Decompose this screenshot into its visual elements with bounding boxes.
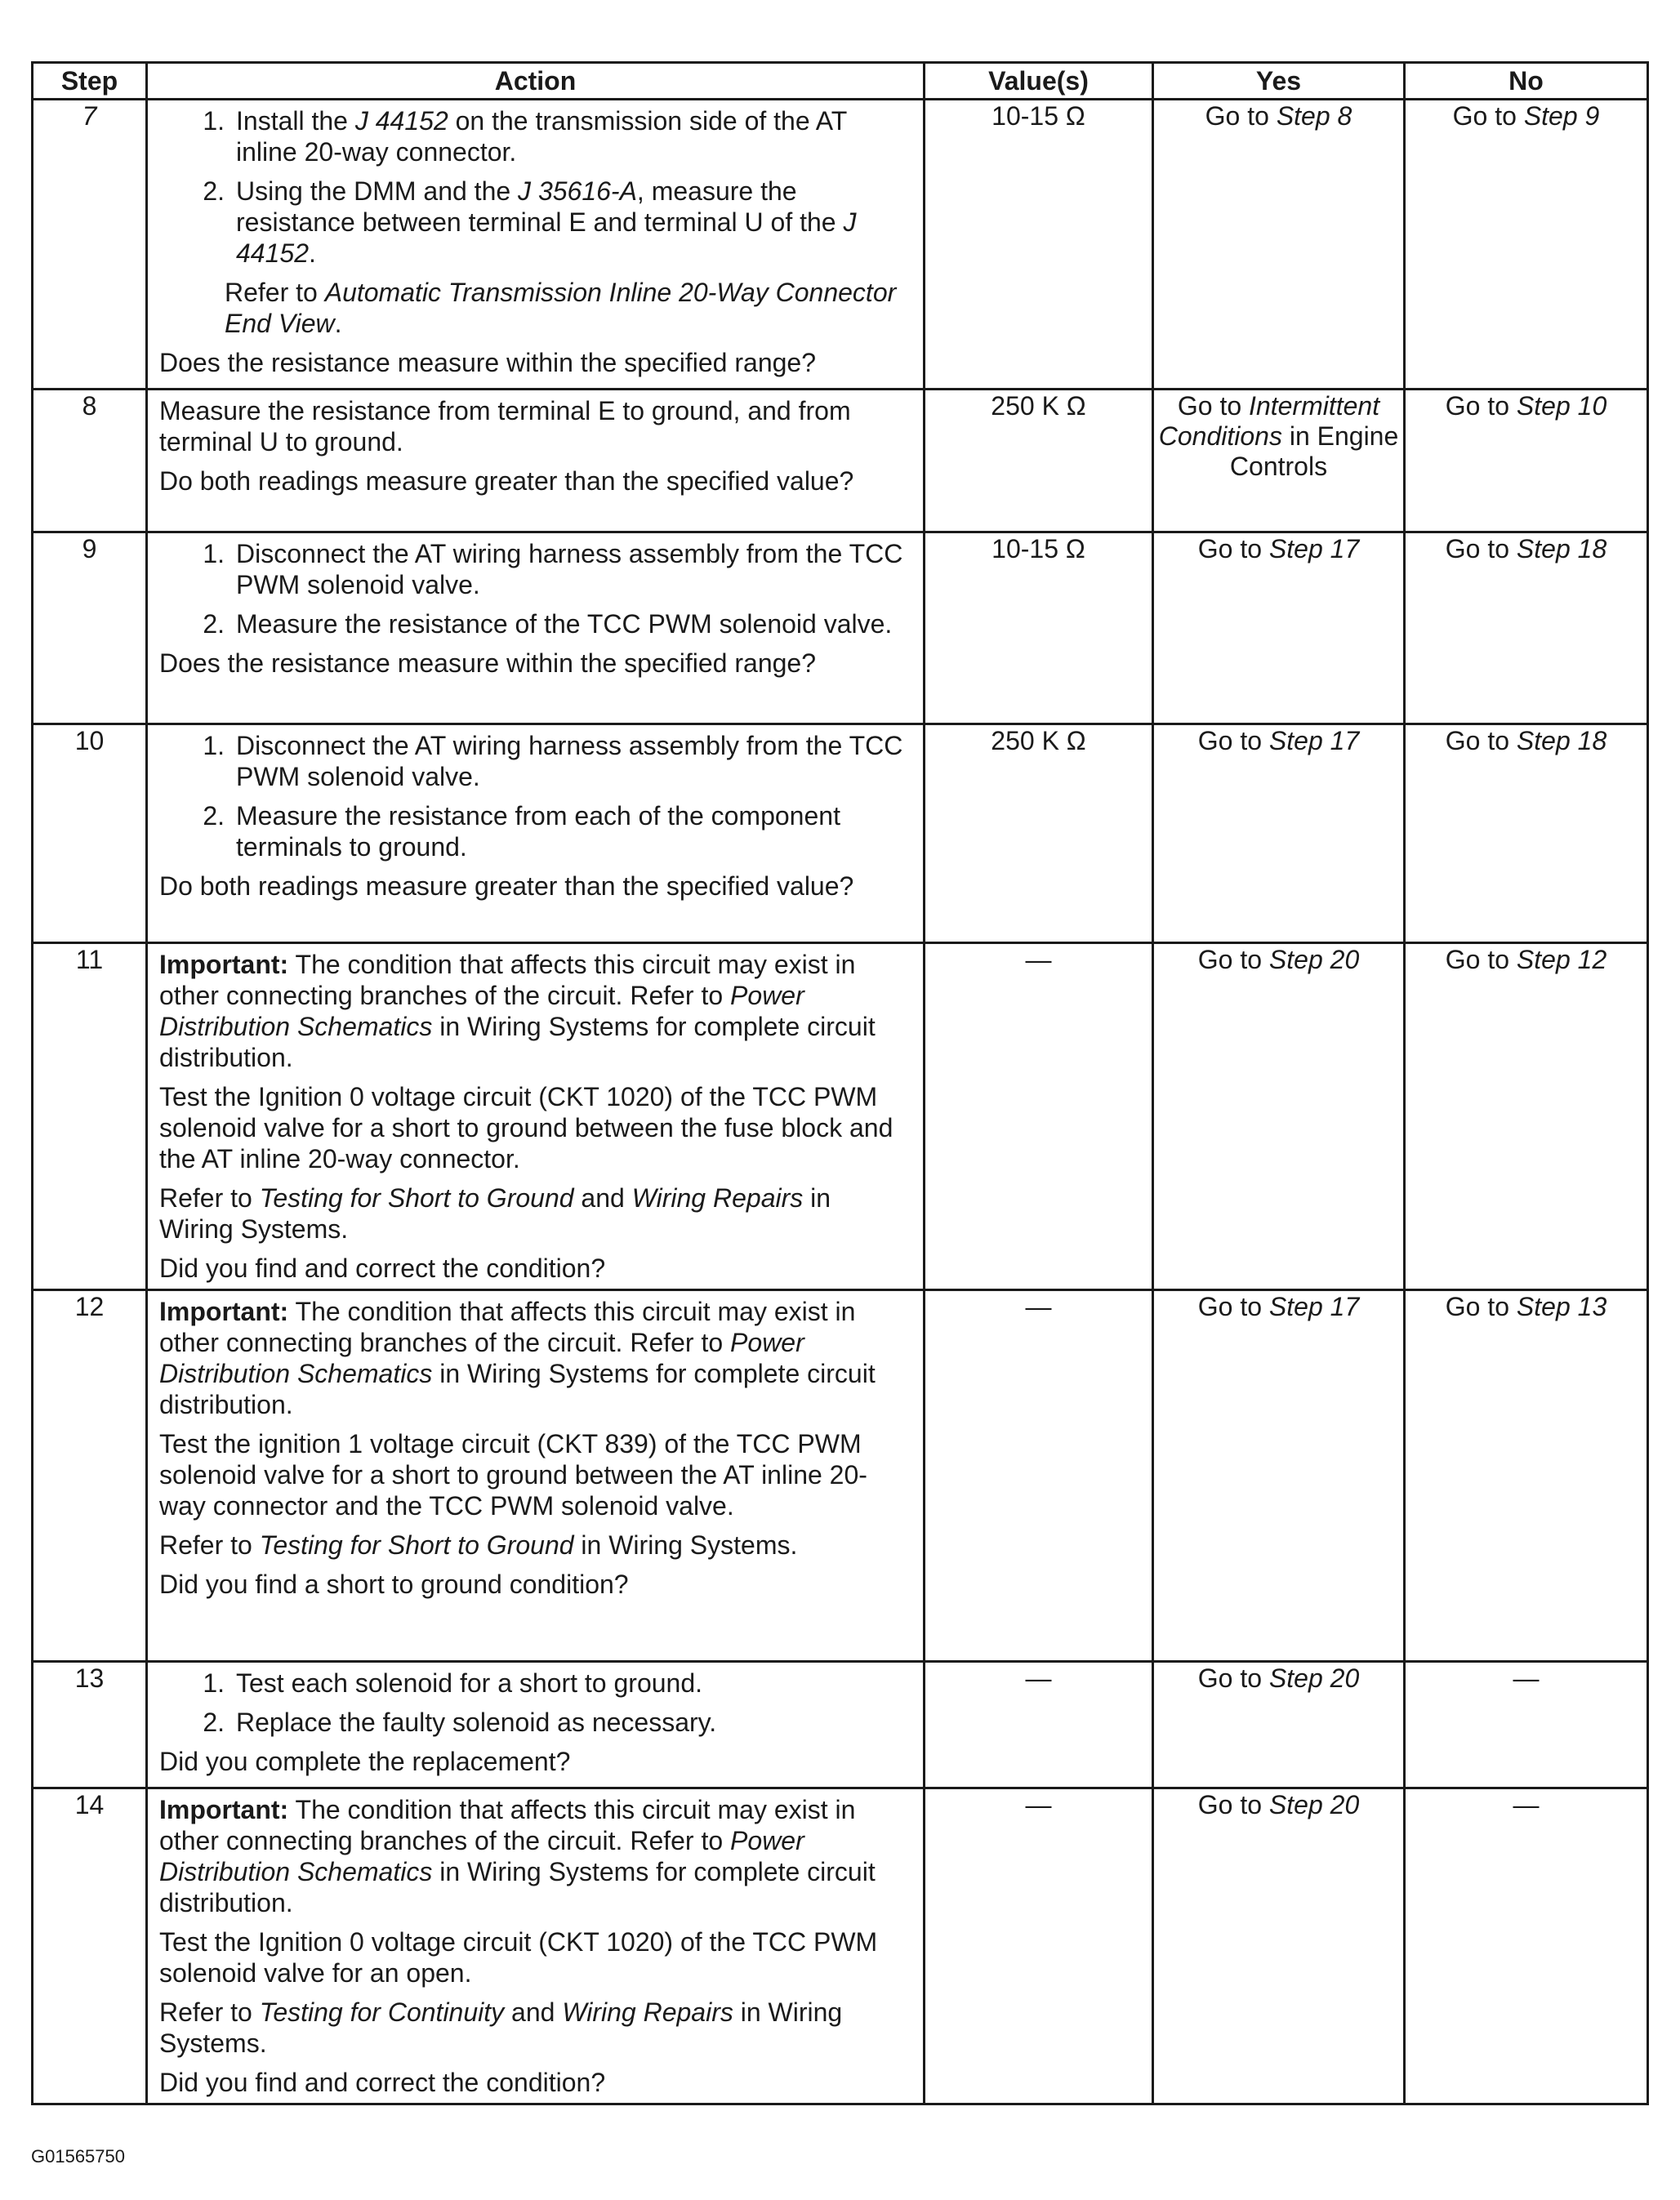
list-item: 1. Disconnect the AT wiring harness assembly from the TCC PWM solenoid valve.	[203, 731, 903, 791]
step-number: 9	[33, 532, 147, 724]
yes-cell: Go to Step 20	[1153, 1662, 1405, 1788]
step-number: 11	[33, 943, 147, 1290]
table-row	[33, 943, 1648, 1290]
list-item: 2. Measure the resistance of the TCC PWM solenoid valve.	[203, 609, 893, 639]
value-cell: —	[925, 1788, 1153, 2104]
test-text: Test the Ignition 0 voltage circuit (CKT 1020) of the TCC PWM solenoid valve for a short to ground between the fuse block and the AT inline 20-way connector.	[159, 1082, 893, 1173]
header-action: Action	[147, 63, 925, 100]
value-cell: 10-15 Ω	[925, 100, 1153, 390]
no-cell: Go to Step 18	[1405, 532, 1648, 724]
question-text: Did you find a short to ground condition?	[159, 1570, 629, 1599]
diagnostic-table	[31, 61, 1649, 2105]
list-item: 2. Measure the resistance from each of the component terminals to ground.	[203, 801, 840, 862]
action-cell	[147, 724, 925, 943]
yes-cell: Go to Intermittent Conditions in Engine Controls	[1153, 390, 1405, 532]
header-row	[33, 63, 1648, 100]
header-step: Step	[33, 63, 147, 100]
question-text: Does the resistance measure within the specified range?	[159, 648, 816, 678]
question-text: Did you find and correct the condition?	[159, 2068, 606, 2097]
no-cell: Go to Step 9	[1405, 100, 1648, 390]
action-cell	[147, 100, 925, 390]
step-number: 10	[33, 724, 147, 943]
header-no: No	[1405, 63, 1648, 100]
header-yes: Yes	[1153, 63, 1405, 100]
action-cell	[147, 1290, 925, 1662]
doc-link: Automatic Transmission Inline 20-Way Connector End View	[225, 278, 897, 338]
refer-text: Refer to Testing for Continuity and Wiring Repairs in Wiring Systems.	[159, 1997, 843, 2058]
no-cell: Go to Step 18	[1405, 724, 1648, 943]
table-row	[33, 390, 1648, 532]
table-row	[33, 532, 1648, 724]
value-cell: —	[925, 1290, 1153, 1662]
refer-text: Refer to Testing for Short to Ground in Wiring Systems.	[159, 1530, 798, 1560]
refer-text: Refer to Automatic Transmission Inline 20-Way Connector End View.	[225, 278, 897, 338]
value-cell: 250 K Ω	[925, 390, 1153, 532]
question-text: Does the resistance measure within the specified range?	[159, 348, 816, 377]
step-number: 7	[33, 100, 147, 390]
question-text: Do both readings measure greater than the specified value?	[159, 466, 854, 496]
step-number: 12	[33, 1290, 147, 1662]
yes-cell: Go to Step 20	[1153, 1788, 1405, 2104]
table-row	[33, 1788, 1648, 2104]
yes-cell: Go to Step 17	[1153, 724, 1405, 943]
table-row	[33, 1290, 1648, 1662]
question-text: Did you find and correct the condition?	[159, 1254, 606, 1283]
no-cell: Go to Step 13	[1405, 1290, 1648, 1662]
no-cell: Go to Step 12	[1405, 943, 1648, 1290]
yes-cell: Go to Step 17	[1153, 532, 1405, 724]
value-cell: —	[925, 1662, 1153, 1788]
no-cell: —	[1405, 1788, 1648, 2104]
refer-text: Refer to Testing for Short to Ground and Wiring Repairs in Wiring Systems.	[159, 1183, 831, 1244]
question-text: Do both readings measure greater than the specified value?	[159, 871, 854, 901]
important-note: Important: The condition that affects this circuit may exist in other connecting branches of the circuit. Refer to Power Distribution Schematics in Wiring Systems for complete circuit distribution.	[159, 1795, 876, 1917]
list-item: 1. Disconnect the AT wiring harness assembly from the TCC PWM solenoid valve.	[203, 539, 903, 599]
table-row	[33, 100, 1648, 390]
value-cell: 250 K Ω	[925, 724, 1153, 943]
yes-cell: Go to Step 20	[1153, 943, 1405, 1290]
list-item: 2. Replace the faulty solenoid as necessary.	[203, 1708, 717, 1737]
yes-cell: Go to Step 17	[1153, 1290, 1405, 1662]
question-text: Did you complete the replacement?	[159, 1747, 571, 1776]
list-item: 2. Using the DMM and the J 35616-A, measure the resistance between terminal E and terminal U of the J 44152.	[203, 176, 857, 268]
no-cell: —	[1405, 1662, 1648, 1788]
value-cell: 10-15 Ω	[925, 532, 1153, 724]
yes-cell: Go to Step 8	[1153, 100, 1405, 390]
list-item: 1. Install the J 44152 on the transmission side of the AT inline 20-way connector.	[203, 106, 847, 167]
action-cell	[147, 1788, 925, 2104]
important-note: Important: The condition that affects this circuit may exist in other connecting branches of the circuit. Refer to Power Distribution Schematics in Wiring Systems for complete circuit distribution.	[159, 950, 876, 1072]
step-number: 13	[33, 1662, 147, 1788]
table-row	[33, 1662, 1648, 1788]
action-cell	[147, 943, 925, 1290]
header-values: Value(s)	[925, 63, 1153, 100]
test-text: Test the Ignition 0 voltage circuit (CKT 1020) of the TCC PWM solenoid valve for an open.	[159, 1927, 878, 1988]
test-text: Test the ignition 1 voltage circuit (CKT 839) of the TCC PWM solenoid valve for a short to ground between the AT inline 20-way connector and the TCC PWM solenoid valve.	[159, 1429, 867, 1521]
no-cell: Go to Step 10	[1405, 390, 1648, 532]
value-cell: —	[925, 943, 1153, 1290]
figure-code: G01565750	[31, 2146, 125, 2167]
action-cell	[147, 1662, 925, 1788]
important-note: Important: The condition that affects this circuit may exist in other connecting branches of the circuit. Refer to Power Distribution Schematics in Wiring Systems for complete circuit distribution.	[159, 1297, 876, 1419]
step-number: 14	[33, 1788, 147, 2104]
instruction-text: Measure the resistance from terminal E to ground, and from terminal U to ground.	[159, 396, 851, 456]
step-number: 8	[33, 390, 147, 532]
action-cell	[147, 532, 925, 724]
table-row	[33, 724, 1648, 943]
list-item: 1. Test each solenoid for a short to ground.	[203, 1668, 703, 1698]
action-cell	[147, 390, 925, 532]
